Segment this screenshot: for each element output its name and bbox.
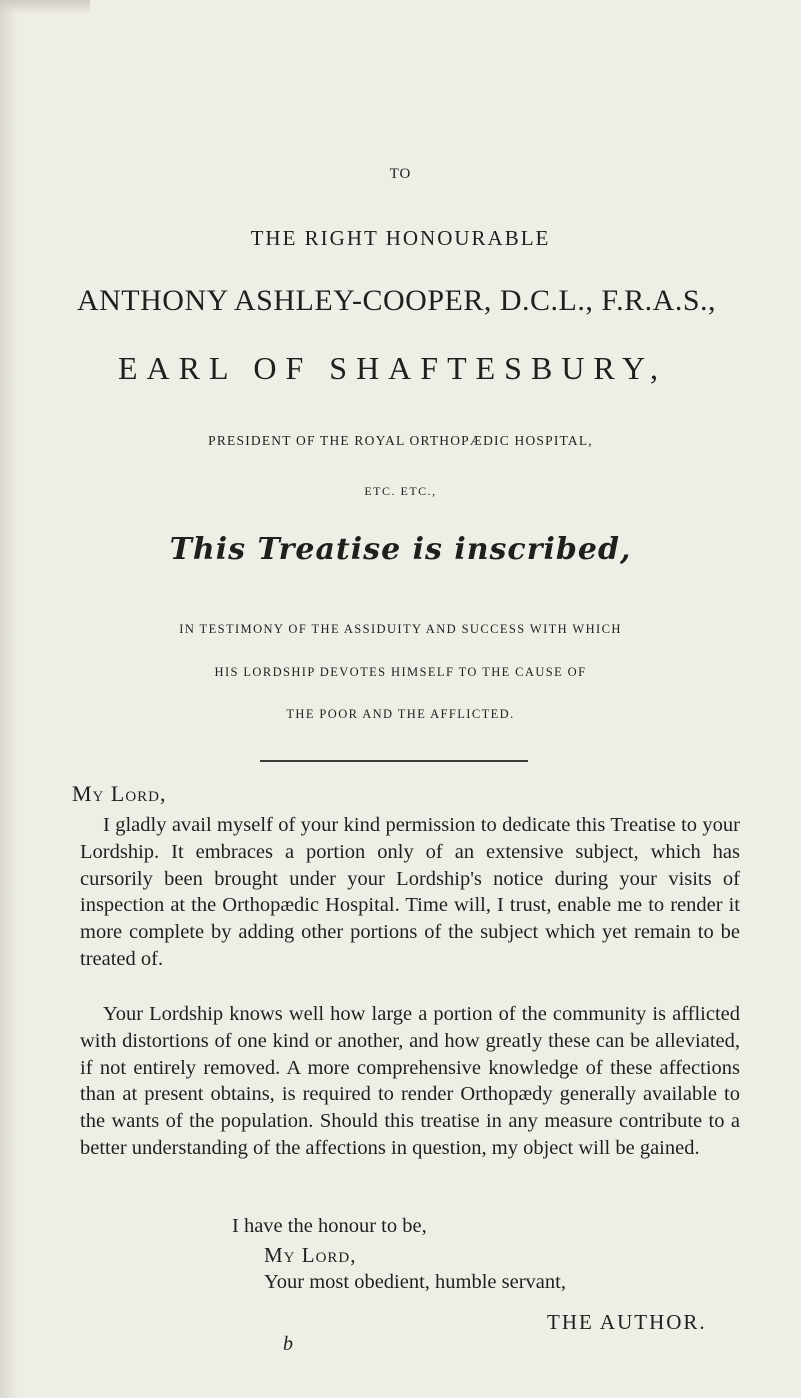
page-shadow-corner <box>0 0 90 14</box>
letter-paragraph: I gladly avail myself of your kind permission to dedicate this Treatise to your Lordship. It embraces a portion only of an extensive subject, which has cursorily been brought under your Lordship's notice during your visits of inspection at the Orthopædic Hospital. Time will, I trust, enable me to render it more complete by adding other portions of the subject which yet remain to be treated of. <box>80 814 740 970</box>
dedication-honourable: THE RIGHT HONOURABLE <box>250 226 551 250</box>
dedicatee-title: EARL OF SHAFTESBURY, <box>118 350 667 386</box>
page-shadow-edge <box>0 0 18 1398</box>
signature-mark: b <box>283 1333 293 1355</box>
inscribed-heading: This Treatise is inscribed, <box>169 532 632 567</box>
section-divider <box>260 760 528 762</box>
letter-closing-servant: Your most obedient, humble servant, <box>264 1271 566 1293</box>
dedicatee-name: ANTHONY ASHLEY-COOPER, D.C.L., F.R.A.S., <box>76 284 717 317</box>
dedication-etc: ETC. ETC., <box>364 484 437 498</box>
testimony-line: THE POOR AND THE AFFLICTED. <box>286 707 515 721</box>
letter-signature: THE AUTHOR. <box>547 1310 707 1334</box>
testimony-line: HIS LORDSHIP DEVOTES HIMSELF TO THE CAUSE OF <box>214 665 587 679</box>
letter-closing: I have the honour to be, <box>232 1215 427 1237</box>
dedication-to: TO <box>389 166 412 182</box>
letter-salutation: My Lord, <box>72 781 167 806</box>
letter-paragraph: Your Lordship knows well how large a portion of the community is afflicted with distortions of one kind or another, and how greatly these can be alleviated, if not entirely removed. A more comprehensive knowledge of these affections than at present obtains, is required to render Orthopædy generally available to the wants of the population. Should this treatise in any measure contribute to a better understanding of the affections in question, my object will be gained. <box>80 1003 740 1159</box>
dedicatee-position: PRESIDENT OF THE ROYAL ORTHOPÆDIC HOSPITAL, <box>208 433 593 448</box>
testimony-line: IN TESTIMONY OF THE ASSIDUITY AND SUCCESS WITH WHICH <box>179 622 622 636</box>
letter-closing-address: My Lord, <box>264 1243 357 1267</box>
